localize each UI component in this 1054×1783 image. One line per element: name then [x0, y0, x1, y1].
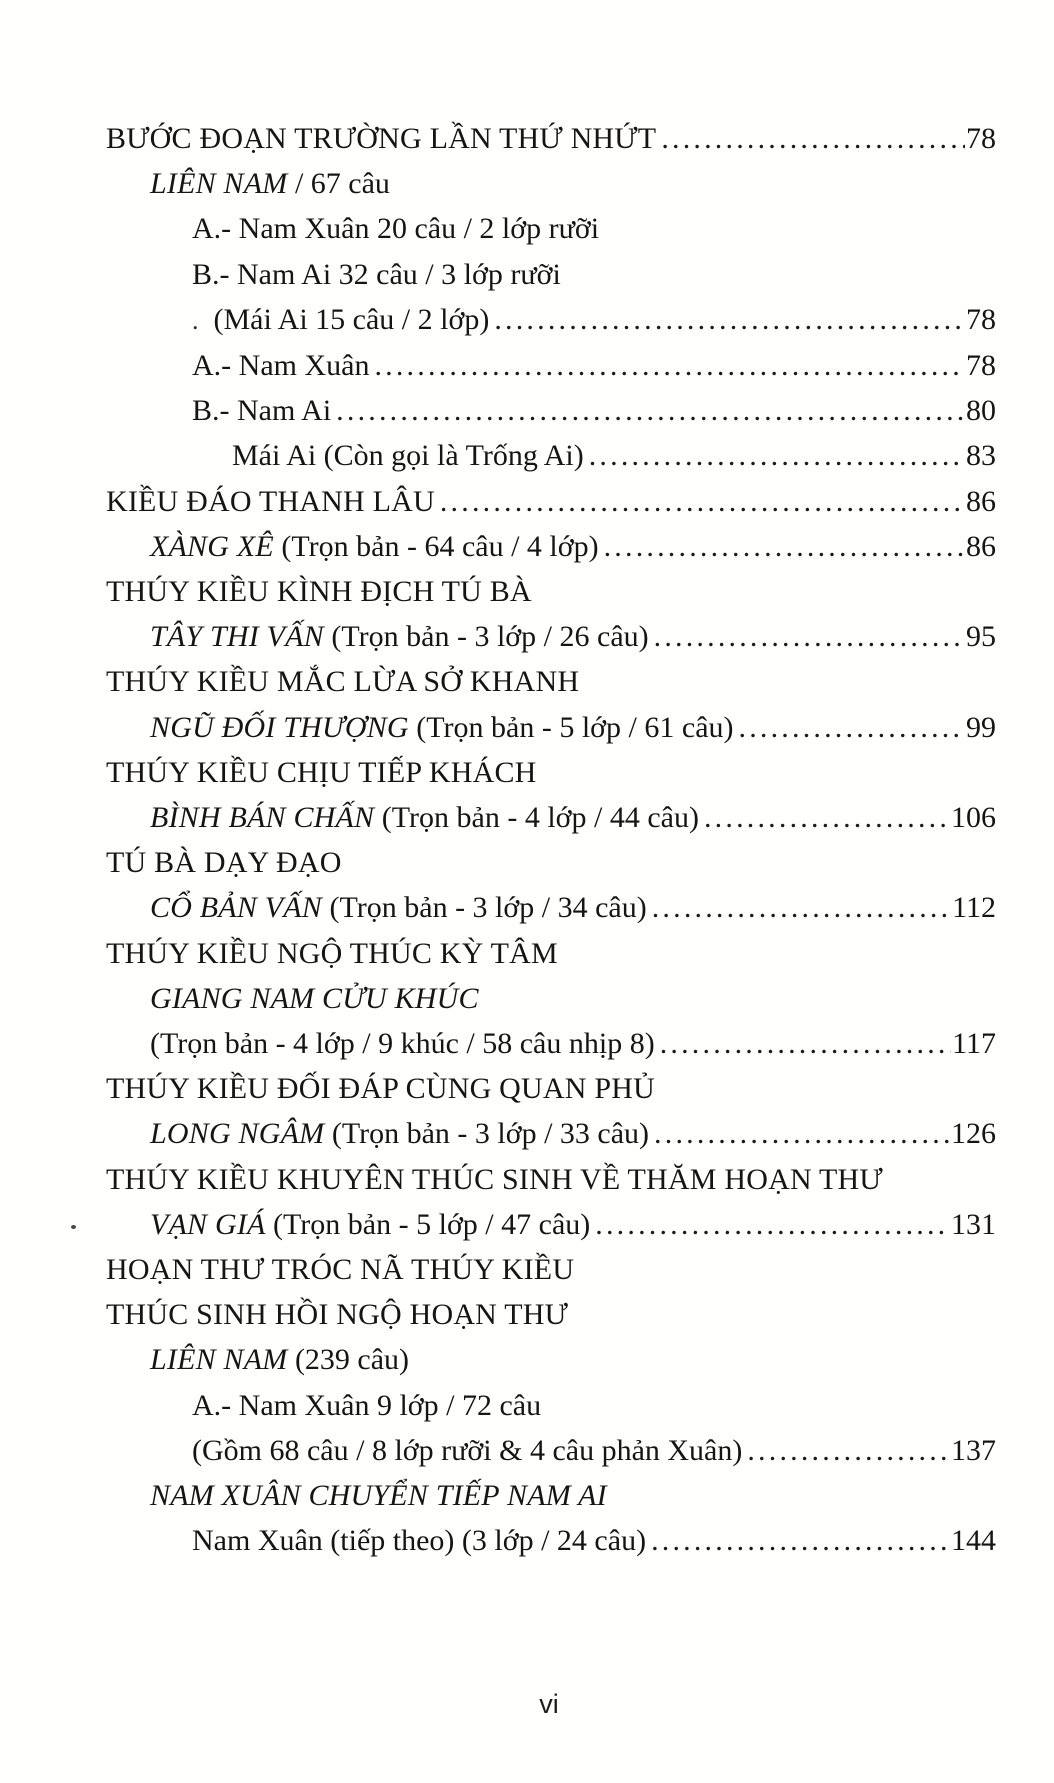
toc-entry-text-group	[106, 931, 558, 976]
toc-entry-label: (239 câu)	[287, 1343, 410, 1377]
toc-entry	[0, 795, 1054, 840]
dot-leader	[336, 388, 965, 433]
toc-entry	[0, 1202, 1054, 1247]
toc-entry-text-group	[150, 1021, 655, 1066]
toc-entry	[0, 840, 1054, 885]
dot-leader	[595, 1202, 950, 1247]
dot-leader	[739, 705, 966, 750]
toc-entry-label: CỔ BẢN VẤN	[150, 891, 322, 925]
toc-page-number: 112	[952, 891, 996, 925]
toc-entry-label: NAM XUÂN CHUYỂN TIẾP NAM AI	[150, 1479, 607, 1513]
toc-entry-text-group	[106, 659, 579, 704]
toc-page-number: 78	[966, 349, 996, 383]
toc-entry-label: THÚY KIỀU KÌNH ĐỊCH TÚ BÀ	[106, 575, 532, 609]
toc-entry	[0, 1337, 1054, 1382]
toc-entry	[0, 1157, 1054, 1202]
dot-leader	[589, 433, 965, 478]
toc-entry-label: / 67 câu	[287, 167, 390, 201]
toc-entry	[0, 569, 1054, 614]
stray-dot-mark: .	[192, 305, 199, 335]
toc-entry-label: TÂY THI VẤN	[150, 620, 324, 654]
toc-entry-text-group	[192, 1518, 646, 1563]
toc-entry	[0, 659, 1054, 704]
toc-entry-label: (Trọn bản - 5 lớp / 61 câu)	[408, 710, 734, 744]
toc-entry-text-group	[192, 1428, 742, 1473]
dot-leader	[661, 116, 965, 161]
toc-entry-text-group	[150, 705, 734, 750]
toc-page-number: 106	[951, 801, 996, 835]
toc-entry-label: (Trọn bản - 4 lớp / 9 khúc / 58 câu nhịp 8)	[150, 1027, 655, 1061]
toc-entry	[0, 252, 1054, 297]
dot-leader	[494, 297, 965, 342]
toc-entry	[0, 388, 1054, 433]
toc-entry	[0, 1428, 1054, 1473]
toc-entry-label: THÚY KIỀU ĐỐI ĐÁP CÙNG QUAN PHỦ	[106, 1072, 655, 1106]
toc-page-number: 99	[966, 710, 996, 744]
toc-entry-text-group	[106, 569, 532, 614]
toc-entry-text-group	[150, 1202, 590, 1247]
dot-leader	[374, 343, 965, 388]
toc-entry-text-group	[106, 840, 342, 885]
toc-entry-label: Nam Xuân (tiếp theo) (3 lớp / 24 câu)	[192, 1524, 647, 1558]
toc-entry-text-group	[192, 297, 489, 343]
toc-entry-label: THÚY KIỀU CHỊU TIẾP KHÁCH	[106, 755, 537, 789]
toc-entry-text-group	[150, 614, 649, 659]
toc-page-number: 86	[966, 529, 996, 563]
toc-entry-label: BƯỚC ĐOẠN TRƯỜNG LẦN THỨ NHỨT	[106, 122, 657, 155]
toc-entry	[0, 1021, 1054, 1066]
toc-page-number: 83	[966, 439, 996, 473]
toc-entry-text-group	[150, 1337, 409, 1382]
toc-page-number: 126	[951, 1117, 996, 1151]
toc-list	[0, 116, 1054, 1564]
toc-entry-label: (Trọn bản - 64 câu / 4 lớp)	[273, 529, 599, 563]
toc-entry-text-group	[192, 252, 561, 297]
dot-leader	[660, 1021, 951, 1066]
toc-entry	[0, 479, 1054, 524]
toc-entry-label: HOẠN THƯ TRÓC NÃ THÚY KIỀU	[106, 1253, 575, 1287]
toc-entry-text-group	[150, 795, 699, 840]
toc-entry	[0, 750, 1054, 795]
toc-entry-label: (Gồm 68 câu / 8 lớp rưỡi & 4 câu phản Xuân)	[192, 1433, 743, 1467]
toc-entry-text-group	[192, 388, 331, 433]
toc-entry-text-group	[232, 433, 584, 478]
toc-entry-label: (Trọn bản - 4 lớp / 44 câu)	[374, 801, 699, 835]
toc-page-number: 144	[951, 1524, 996, 1558]
margin-speck-artifact	[71, 1225, 76, 1229]
dot-leader	[704, 795, 950, 840]
toc-entry-text-group	[150, 161, 390, 206]
toc-entry-text-group	[106, 1157, 883, 1202]
toc-entry-label: (Trọn bản - 3 lớp / 26 câu)	[323, 620, 649, 654]
toc-entry-label: A.- Nam Xuân 9 lớp / 72 câu	[192, 1388, 542, 1422]
toc-entry	[0, 524, 1054, 569]
toc-entry-label: LONG NGÂM	[150, 1117, 325, 1151]
toc-entry-label: THÚY KIỀU NGỘ THÚC KỲ TÂM	[106, 936, 558, 970]
dot-leader	[654, 614, 965, 659]
toc-entry-text-group	[150, 524, 599, 569]
toc-entry	[0, 976, 1054, 1021]
toc-entry-text-group	[106, 479, 435, 524]
toc-entry-label: LIÊN NAM	[150, 1343, 288, 1377]
toc-entry-text-group	[106, 1292, 568, 1337]
toc-entry-text-group	[150, 1111, 649, 1156]
toc-entry-label: THÚY KIỀU KHUYÊN THÚC SINH VỀ THĂM HOẠN THƯ	[106, 1162, 883, 1196]
toc-entry-label: (Trọn bản - 5 lớp / 47 câu)	[265, 1207, 591, 1241]
toc-page-number: 78	[966, 122, 996, 155]
toc-page-number: 86	[966, 484, 996, 518]
toc-entry-label: Mái Ai (Còn gọi là Trống Ai)	[232, 439, 584, 473]
toc-entry-label: (Trọn bản - 3 lớp / 33 câu)	[324, 1117, 650, 1151]
toc-entry-label: XÀNG XÊ	[150, 529, 274, 563]
toc-entry	[0, 343, 1054, 388]
dot-leader	[604, 524, 965, 569]
folio-page-number: vi	[539, 1689, 559, 1719]
toc-entry-label: GIANG NAM CỬU KHÚC	[150, 981, 479, 1015]
toc-entry-label: B.- Nam Ai	[192, 394, 332, 428]
toc-entry	[0, 206, 1054, 251]
toc-page-number: 80	[966, 394, 996, 428]
toc-entry	[0, 433, 1054, 478]
toc-entry	[0, 1066, 1054, 1111]
toc-entry-text-group	[106, 1066, 655, 1111]
toc-entry	[0, 1473, 1054, 1518]
toc-entry-label: A.- Nam Xuân	[192, 349, 370, 383]
toc-page-number: 117	[952, 1027, 996, 1061]
toc-entry	[0, 614, 1054, 659]
toc-entry	[0, 297, 1054, 343]
toc-entry	[0, 1111, 1054, 1156]
toc-entry	[0, 116, 1054, 161]
toc-entry-label: THÚY KIỀU MẮC LỪA SỞ KHANH	[106, 665, 580, 699]
dot-leader	[747, 1428, 950, 1473]
toc-entry-text-group	[192, 1383, 541, 1428]
toc-entry	[0, 1383, 1054, 1428]
toc-entry-text-group	[106, 116, 656, 161]
dot-leader	[651, 1518, 950, 1563]
toc-entry-text-group	[150, 976, 479, 1021]
toc-entry-label: VẠN GIÁ	[150, 1207, 266, 1241]
toc-entry-text-group	[192, 343, 369, 388]
dot-leader	[652, 885, 951, 930]
toc-entry-text-group	[150, 885, 647, 930]
toc-entry-label: THÚC SINH HỒI NGỘ HOẠN THƯ	[106, 1298, 569, 1332]
toc-page-number: 95	[966, 620, 996, 654]
toc-entry-label: LIÊN NAM	[150, 167, 288, 201]
toc-entry-label: NGŨ ĐỐI THƯỢNG	[150, 710, 409, 744]
toc-page-number: 137	[951, 1433, 996, 1467]
toc-entry-label: KIỀU ĐÁO THANH LÂU	[106, 484, 435, 518]
dot-leader	[440, 479, 965, 524]
toc-entry-text-group	[150, 1473, 607, 1518]
toc-page-number: 78	[966, 302, 996, 336]
toc-entry-label: (Mái Ai 15 câu / 2 lớp)	[213, 302, 490, 336]
toc-entry	[0, 885, 1054, 930]
toc-entry-label: BÌNH BÁN CHẤN	[150, 801, 375, 835]
toc-entry-text-group	[106, 1247, 574, 1292]
toc-entry	[0, 161, 1054, 206]
toc-entry-text-group	[106, 750, 537, 795]
toc-entry	[0, 1518, 1054, 1563]
toc-entry	[0, 705, 1054, 750]
toc-entry	[0, 931, 1054, 976]
toc-entry-text-group	[192, 206, 599, 251]
toc-entry	[0, 1292, 1054, 1337]
toc-page-number: 131	[951, 1207, 996, 1241]
dot-leader	[654, 1111, 950, 1156]
toc-entry-label: (Trọn bản - 3 lớp / 34 câu)	[322, 891, 647, 925]
toc-entry	[0, 1247, 1054, 1292]
toc-entry-label: B.- Nam Ai 32 câu / 3 lớp rưỡi	[192, 257, 561, 291]
toc-entry-label: A.- Nam Xuân 20 câu / 2 lớp rưỡi	[192, 212, 600, 246]
toc-entry-label: TÚ BÀ DẠY ĐẠO	[106, 846, 342, 880]
